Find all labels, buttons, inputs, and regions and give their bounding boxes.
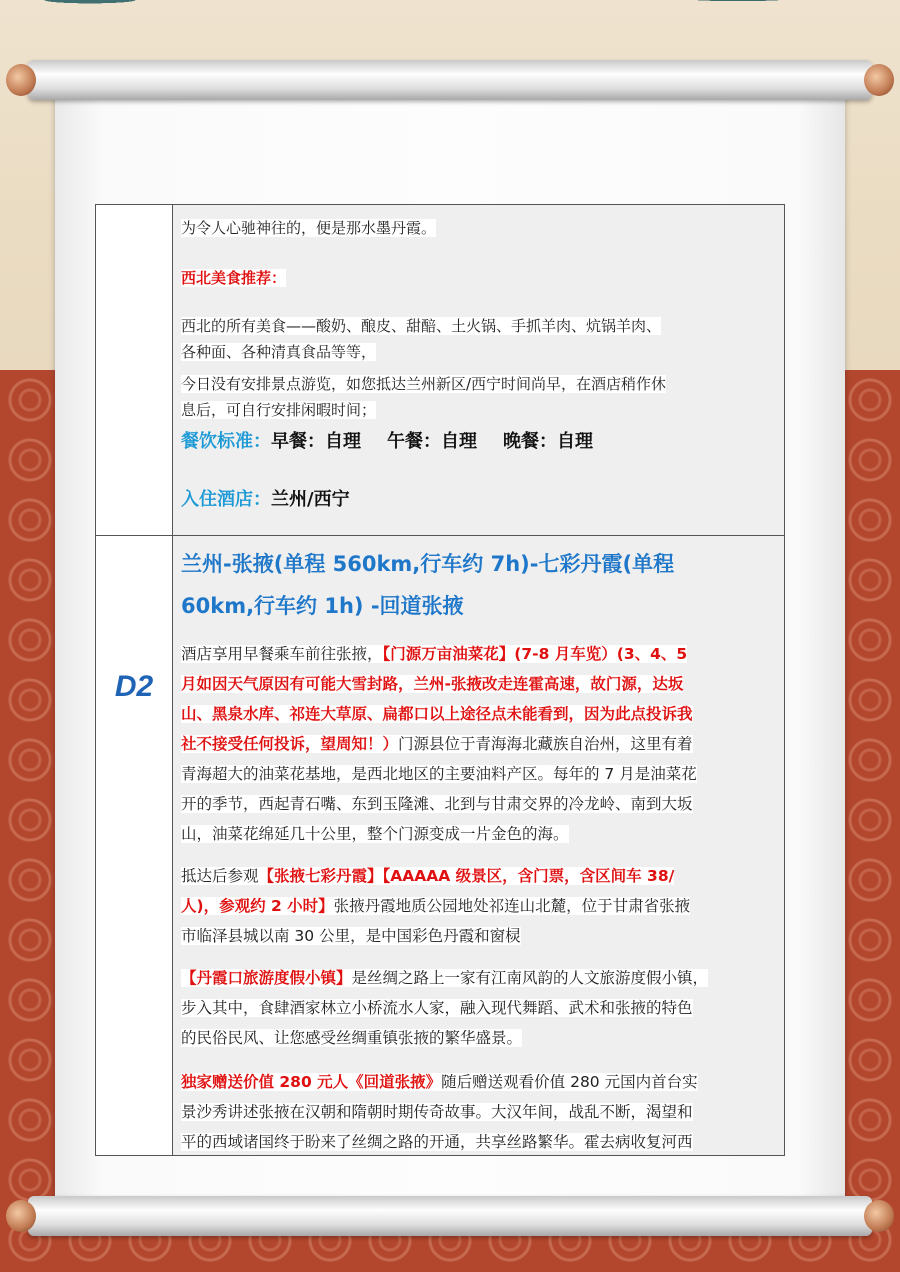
day2-title-line: 兰州-张掖(单程 560km,行车约 7h)-七彩丹霞(单程	[181, 552, 675, 576]
text-span: 山，油菜花绵延几十公里，整个门源变成一片金色的海。	[181, 825, 569, 843]
food-line: 各种面、各种清真食品等等，	[181, 343, 377, 361]
text-span: 景沙秀讲述张掖在汉朝和隋朝时期传奇故事。大汉年间，战乱不断，渴望和	[181, 1103, 693, 1121]
highlight-span: 【张掖七彩丹霞】【AAAAA 级景区，含门票，含区间车 38/	[258, 867, 675, 885]
rod-cap-left-top	[6, 64, 36, 96]
rod-cap-right-top	[864, 64, 894, 96]
text-span: 是丝绸之路上一家有江南风韵的人文旅游度假小镇，	[351, 969, 709, 987]
text-span: 的民俗民风、让您感受丝绸重镇张掖的繁华盛景。	[181, 1029, 523, 1047]
highlight-span: 社不接受任何投诉，望周知！）	[181, 735, 399, 753]
free-time-line: 今日没有安排景点游览，如您抵达兰州新区/西宁时间尚早，在酒店稍作休	[181, 375, 667, 393]
day1-intro-text: 为令人心驰神往的，便是那水墨丹霞。	[181, 219, 437, 237]
day1-intro	[181, 215, 776, 241]
meal-standard	[181, 427, 776, 457]
day2-paragraph-1	[181, 639, 776, 849]
food-paragraph	[181, 313, 776, 365]
scroll-rod-bottom	[28, 1196, 872, 1236]
food-title	[181, 265, 776, 291]
meal-lunch: 午餐：自理	[387, 431, 477, 452]
text-span: 开的季节，西起青石嘴、东到玉隆滩、北到与甘肃交界的冷龙岭、南到大坂	[181, 795, 693, 813]
text-span: 市临泽县城以南 30 公里，是中国彩色丹霞和窗棂	[181, 927, 521, 945]
food-title-text: 西北美食推荐：	[181, 269, 287, 287]
day-label-d2: D2	[114, 670, 154, 703]
day2-paragraph-3	[181, 963, 776, 1053]
day2-title-line: 60km,行车约 1h) -回道张掖	[181, 594, 464, 618]
rod-cap-left-bottom	[6, 1200, 36, 1232]
meal-dinner: 晚餐：自理	[503, 431, 593, 452]
scroll-rod-top	[28, 60, 872, 100]
text-span: 随后赠送观看价值 280 元国内首台实	[441, 1073, 698, 1091]
day2-paragraph-2	[181, 861, 776, 951]
day2-paragraph-4	[181, 1067, 776, 1157]
text-span: 酒店享用早餐乘车前往张掖，	[181, 645, 383, 663]
text-span: 青海超大的油菜花基地，是西北地区的主要油料产区。每年的 7 月是油菜花	[181, 765, 697, 783]
free-time-line: 息后，可自行安排闲暇时间；	[181, 401, 377, 419]
meal-breakfast: 早餐：自理	[271, 431, 361, 452]
text-span: 平的西域诸国终于盼来了丝绸之路的开通，共享丝路繁华。霍去病收复河西	[181, 1133, 693, 1151]
highlight-span: 【门源万亩油菜花】(7-8 月车览）(3、4、5	[382, 645, 688, 663]
highlight-span: 【丹霞口旅游度假小镇】	[181, 969, 352, 987]
highlight-span: 人)，参观约 2 小时】	[181, 897, 334, 915]
highlight-span: 月如因天气原因有可能大雪封路，兰州-张掖改走连霍高速，故门源，达坂	[181, 675, 684, 693]
content-column	[173, 205, 784, 1155]
hotel-value: 兰州/西宁	[271, 489, 350, 510]
decorative-wave	[0, 0, 900, 60]
text-span: 张掖丹霞地质公园地处祁连山北麓，位于甘肃省张掖	[333, 897, 691, 915]
itinerary-table	[95, 204, 785, 1156]
free-time-paragraph	[181, 371, 776, 423]
text-span: 抵达后参观	[181, 867, 259, 885]
day2-title	[181, 543, 776, 627]
rod-cap-right-bottom	[864, 1200, 894, 1232]
highlight-span: 独家赠送价值 280 元人《回道张掖》	[181, 1073, 442, 1091]
row-divider	[96, 535, 784, 536]
text-span: 步入其中，食肆酒家林立小桥流水人家，融入现代舞蹈、武术和张掖的特色	[181, 999, 693, 1017]
food-line: 西北的所有美食——酸奶、酿皮、甜醅、土火锅、手抓羊肉、炕锅羊肉、	[181, 317, 662, 335]
text-span: 门源县位于青海海北藏族自治州，这里有着	[398, 735, 693, 753]
highlight-span: 山、黑泉水库、祁连大草原、扁都口以上途径点未能看到，因为此点投诉我	[181, 705, 693, 723]
hotel-label: 入住酒店：	[181, 489, 271, 510]
meal-label: 餐饮标准：	[181, 431, 271, 452]
hotel-info	[181, 485, 776, 515]
